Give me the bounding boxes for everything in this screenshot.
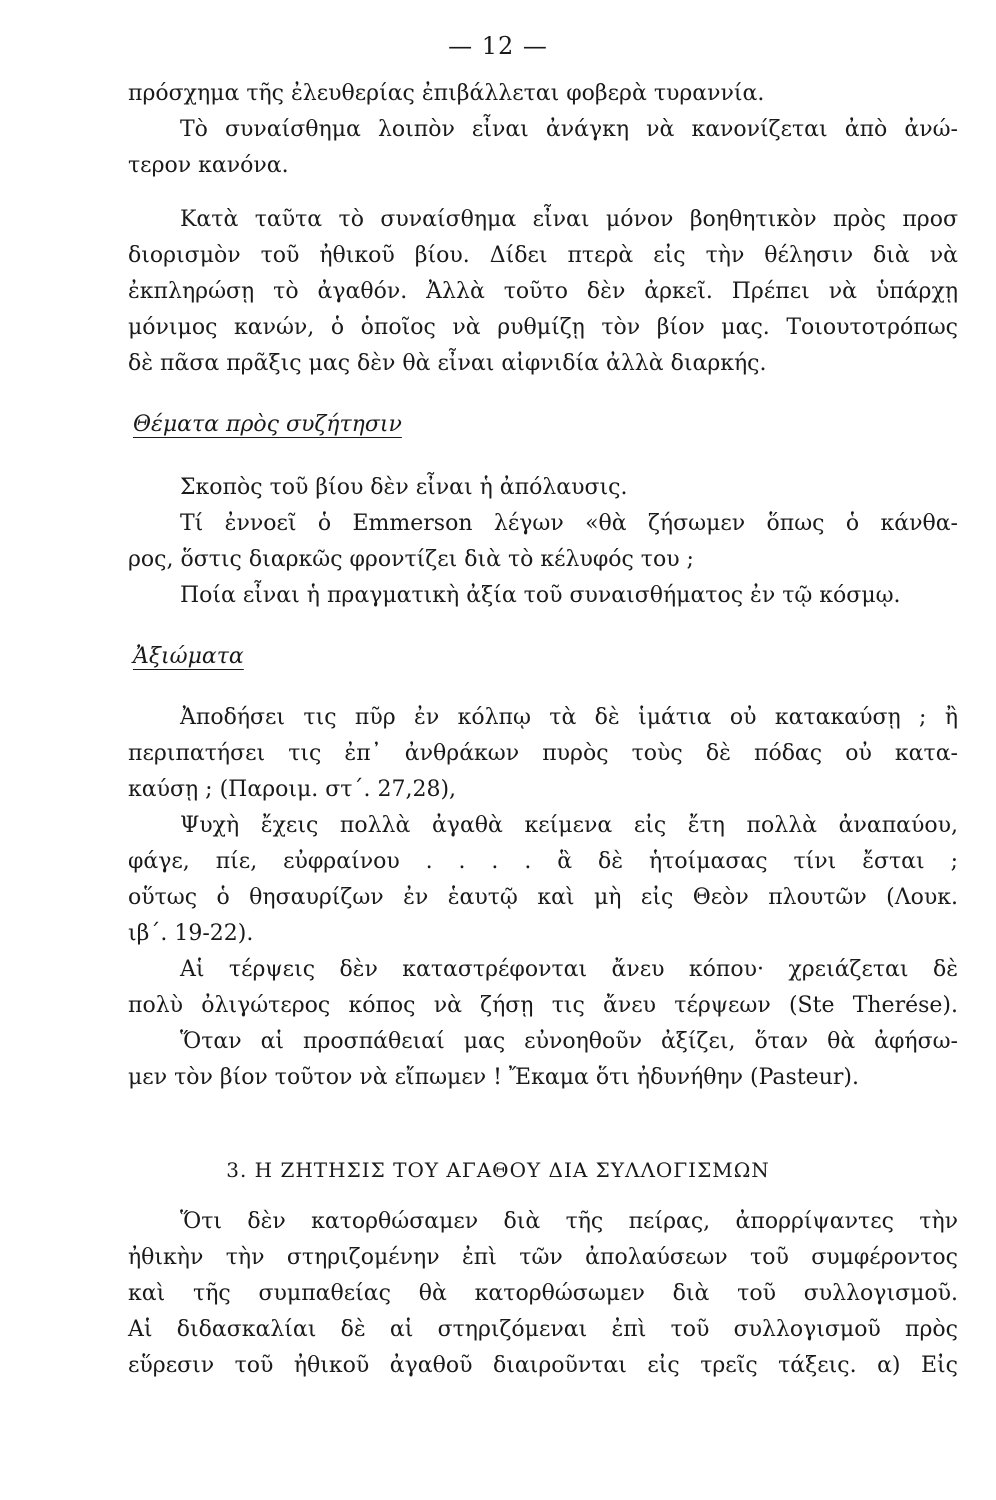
text-line: Ψυχὴ ἔχεις πολλὰ ἀγαθὰ κείμενα εἰς ἔτη πολλὰ ἀναπαύου, xyxy=(180,813,958,838)
text-line: δὲ πᾶσα πρᾶξις μας δὲν θὰ εἶναι αἰφνιδία ἀλλὰ διαρκής. xyxy=(128,351,767,376)
text-line: Τί ἐννοεῖ ὁ Emmerson λέγων «θὰ ζήσωμεν ὅπως ὁ κάνθα- xyxy=(180,511,958,536)
text-line: Τὸ συναίσθημα λοιπὸν εἶναι ἀνάγκη νὰ κανονίζεται ἀπὸ ἀνώ- xyxy=(180,117,958,142)
text-line: ἠθικὴν τὴν στηριζομένην ἐπὶ τῶν ἀπολαύσεων τοῦ συμφέροντος xyxy=(128,1245,958,1270)
text-line: Αἱ τέρψεις δὲν καταστρέφονται ἄνευ κόπου· χρειάζεται δὲ xyxy=(180,957,958,982)
text-line: ιβ΄. 19-22). xyxy=(128,921,254,946)
paragraph-block-4 xyxy=(128,1204,958,1384)
text-line: τερον κανόνα. xyxy=(128,153,289,178)
text-line: Αἱ διδασκαλίαι δὲ αἱ στηριζόμεναι ἐπὶ τοῦ συλλογισμοῦ πρὸς xyxy=(128,1317,958,1342)
text-line: Ὅτι δὲν κατορθώσαμεν διὰ τῆς πείρας, ἀπορρίψαντες τὴν xyxy=(180,1209,958,1234)
text-line: Σκοπὸς τοῦ βίου δὲν εἶναι ἡ ἀπόλαυσις. xyxy=(180,475,628,500)
text-line: Ποία εἶναι ἡ πραγματικὴ ἀξία τοῦ συναισθήματος ἐν τῷ κόσμῳ. xyxy=(180,583,901,608)
text-line: περιπατήσει τις ἐπ᾽ ἀνθράκων πυρὸς τοὺς δὲ πόδας οὐ κατα- xyxy=(128,741,958,766)
text-line: καύσῃ ; (Παροιμ. στ΄. 27,28), xyxy=(128,777,457,802)
text-line: διορισμὸν τοῦ ἠθικοῦ βίου. Δίδει πτερὰ εἰς τὴν θέλησιν διὰ νὰ xyxy=(128,243,958,268)
themes-heading: Θέματα πρὸς συζήτησιν xyxy=(133,412,402,437)
paragraph-block-1 xyxy=(128,76,958,382)
text-line: πολὺ ὀλιγώτερος κόπος νὰ ζήσῃ τις ἄνευ τέρψεων (Ste Therése). xyxy=(128,993,958,1018)
text-line: Κατὰ ταῦτα τὸ συναίσθημα εἶναι μόνον βοηθητικὸν πρὸς προσ xyxy=(180,207,958,232)
text-line: ρος, ὅστις διαρκῶς φροντίζει διὰ τὸ κέλυφός του ; xyxy=(128,547,694,572)
text-line: μεν τὸν βίον τοῦτον νὰ εἴπωμεν ! Ἔκαμα ὅτι ἠδυνήθην (Pasteur). xyxy=(128,1065,859,1090)
text-line: φάγε, πίε, εὐφραίνου . . . . ἃ δὲ ἡτοίμασας τίνι ἔσται ; xyxy=(128,849,958,874)
text-line: μόνιμος κανών, ὁ ὁποῖος νὰ ρυθμίζῃ τὸν βίον μας. Τοιουτοτρόπως xyxy=(128,315,958,340)
text-line: οὕτως ὁ θησαυρίζων ἐν ἑαυτῷ καὶ μὴ εἰς Θεὸν πλουτῶν (Λουκ. xyxy=(128,885,958,910)
text-line: εὕρεσιν τοῦ ἠθικοῦ ἀγαθοῦ διαιροῦνται εἰς τρεῖς τάξεις. α) Εἰς xyxy=(128,1353,958,1378)
paragraph-block-2 xyxy=(128,470,958,614)
page-number: — 12 — xyxy=(448,32,548,60)
text-line: πρόσχημα τῆς ἐλευθερίας ἐπιβάλλεται φοβερὰ τυραννία. xyxy=(128,81,765,106)
text-line: Ἀποδήσει τις πῦρ ἐν κόλπῳ τὰ δὲ ἱμάτια οὐ κατακαύσῃ ; ἢ xyxy=(180,705,958,730)
text-line: καὶ τῆς συμπαθείας θὰ κατορθώσωμεν διὰ τοῦ συλλογισμοῦ. xyxy=(128,1281,958,1306)
paragraph-block-3 xyxy=(128,700,958,1096)
text-line: ἐκπληρώσῃ τὸ ἀγαθόν. Ἀλλὰ τοῦτο δὲν ἀρκεῖ. Πρέπει νὰ ὑπάρχῃ xyxy=(128,279,958,304)
axioms-heading: Ἀξιώματα xyxy=(133,644,244,669)
section-heading: 3. Η ΖΗΤΗΣΙΣ ΤΟΥ ΑΓΑΘΟΥ ΔΙΑ ΣΥΛΛΟΓΙΣΜΩΝ xyxy=(226,1158,770,1182)
text-line: Ὅταν αἱ προσπάθειαί μας εὐνοηθοῦν ἀξίζει, ὅταν θὰ ἀφήσω- xyxy=(180,1029,958,1054)
